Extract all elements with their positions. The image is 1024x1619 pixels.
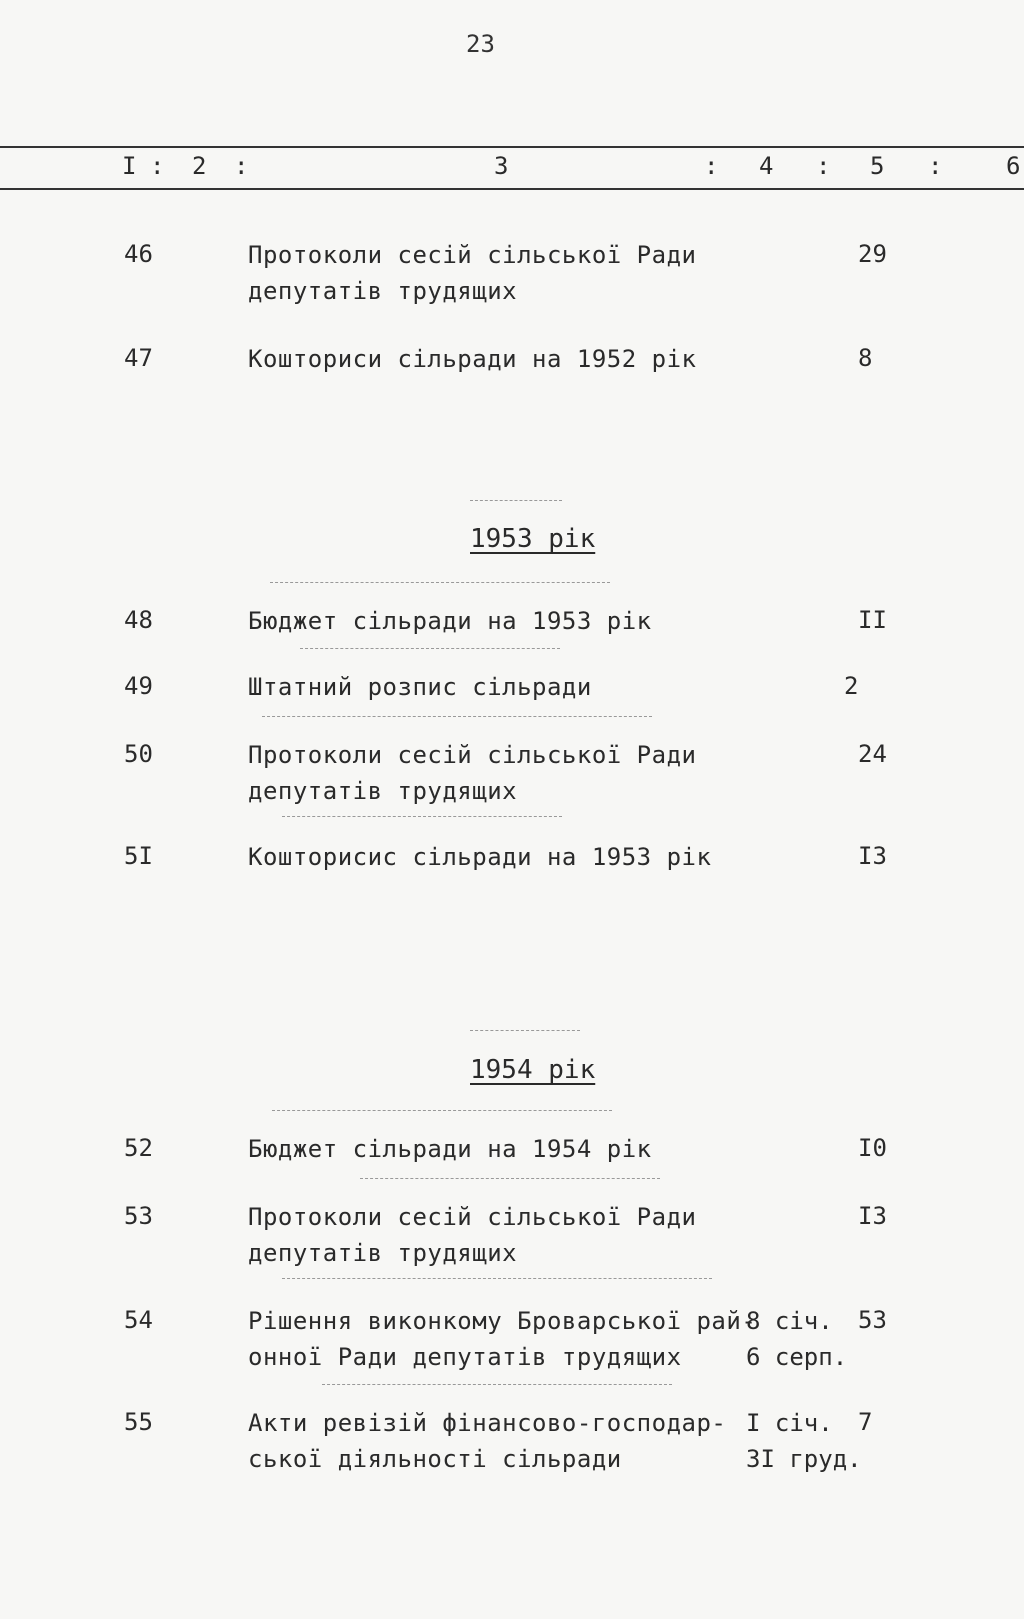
row-title-line: Протоколи сесій сільської Ради	[248, 741, 697, 769]
row-title-line: Бюджет сільради на 1953 рік	[248, 607, 652, 635]
separator-line	[282, 816, 562, 817]
row-date-start: I січ.	[746, 1409, 833, 1437]
row-title-line: депутатів трудящих	[248, 777, 518, 805]
row-number: 5I	[124, 842, 153, 870]
row-title	[248, 1405, 726, 1477]
row-dates	[746, 1303, 847, 1375]
row-title	[248, 603, 652, 639]
row-date-start: 8 січ.	[746, 1307, 833, 1335]
separator-line	[322, 1384, 672, 1385]
column-separator: :	[704, 152, 719, 180]
row-title-line: Протоколи сесій сільської Ради	[248, 241, 697, 269]
row-number: 55	[124, 1408, 153, 1436]
separator-line	[470, 1030, 580, 1031]
row-sheet-count: 7	[858, 1408, 873, 1436]
row-sheet-count: I0	[858, 1134, 887, 1162]
row-number: 52	[124, 1134, 153, 1162]
row-date-end: 6 серп.	[746, 1343, 848, 1371]
row-title-line: Кошторисис сільради на 1953 рік	[248, 843, 712, 871]
row-title	[248, 1199, 696, 1271]
page-number: 23	[466, 30, 495, 58]
row-title-line: онної Ради депутатів трудящих	[248, 1343, 682, 1371]
separator-line	[470, 500, 562, 501]
row-title	[248, 1131, 652, 1167]
row-number: 47	[124, 344, 153, 372]
row-sheet-count: I3	[858, 842, 887, 870]
column-header-1: I	[122, 152, 137, 180]
row-number: 50	[124, 740, 153, 768]
row-title	[248, 737, 696, 809]
column-header-6: 6	[1006, 152, 1021, 180]
row-date-end: 3I груд.	[746, 1445, 862, 1473]
separator-line	[300, 648, 560, 649]
row-number: 53	[124, 1202, 153, 1230]
row-sheet-count: 29	[858, 240, 887, 268]
column-separator: :	[150, 152, 165, 180]
column-header-2: 2	[192, 152, 207, 180]
row-title	[248, 237, 696, 309]
row-title-line: ської діяльності сільради	[248, 1445, 622, 1473]
row-title	[248, 839, 711, 875]
header-rule-bottom	[0, 188, 1024, 190]
row-title	[248, 669, 592, 705]
row-title-line: Акти ревізій фінансово-господар-	[248, 1409, 727, 1437]
separator-line	[360, 1178, 660, 1179]
column-separator: :	[234, 152, 249, 180]
column-separator: :	[816, 152, 831, 180]
row-sheet-count: II	[858, 606, 887, 634]
separator-line	[282, 1278, 712, 1279]
row-sheet-count: 8	[858, 344, 873, 372]
row-title-line: Бюджет сільради на 1954 рік	[248, 1135, 652, 1163]
year-heading-1954: 1954 рік	[470, 1055, 596, 1085]
column-header-4: 4	[759, 152, 774, 180]
column-header-3: 3	[494, 152, 509, 180]
row-number: 46	[124, 240, 153, 268]
row-title-line: Кошториси сільради на 1952 рік	[248, 345, 697, 373]
row-number: 48	[124, 606, 153, 634]
row-title	[248, 341, 696, 377]
row-sheet-count: 53	[858, 1306, 887, 1334]
row-title-line: Штатний розпис сільради	[248, 673, 592, 701]
row-number: 49	[124, 672, 153, 700]
header-rule-top	[0, 146, 1024, 148]
row-title-line: депутатів трудящих	[248, 277, 518, 305]
row-number: 54	[124, 1306, 153, 1334]
row-title-line: Рішення виконкому Броварської рай-	[248, 1307, 757, 1335]
column-separator: :	[928, 152, 943, 180]
row-sheet-count: 24	[858, 740, 887, 768]
separator-line	[262, 716, 652, 717]
column-header-5: 5	[870, 152, 885, 180]
row-dates	[746, 1405, 862, 1477]
separator-line	[270, 582, 610, 583]
row-sheet-count: I3	[858, 1202, 887, 1230]
separator-line	[272, 1110, 612, 1111]
row-title	[248, 1303, 756, 1375]
row-sheet-count: 2	[844, 672, 859, 700]
row-title-line: депутатів трудящих	[248, 1239, 518, 1267]
row-title-line: Протоколи сесій сільської Ради	[248, 1203, 697, 1231]
year-heading-1953: 1953 рік	[470, 524, 596, 554]
